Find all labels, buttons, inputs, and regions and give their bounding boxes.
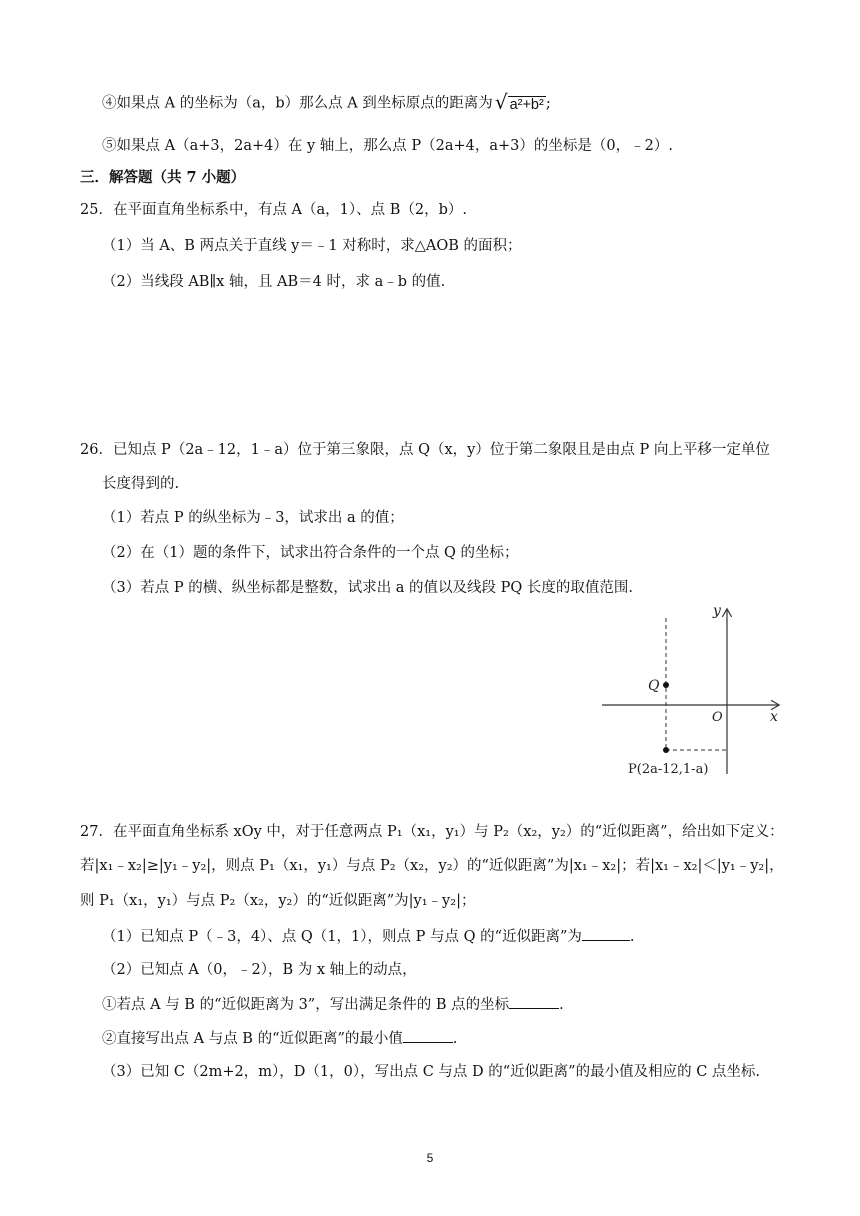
q27-stem-line-1: 27．在平面直角坐标系 xOy 中，对于任意两点 P₁（x₁，y₁）与 P₂（x₂，y₂）的“近似距离”，给出如下定义： [80,824,784,840]
section-title: 三．解答题（共 7 小题） [80,169,246,186]
answer-blank [403,1028,453,1043]
q27-part-1 [102,926,635,947]
q-label: Q [648,678,660,694]
point-q [663,682,669,688]
answer-blank [582,926,630,941]
q27-part-2b-end: . [452,1031,458,1047]
q27-part-2b-text: ②直接写出点 A 与点 B 的“近似距离”的最小值 [102,1031,403,1047]
y-axis-label: y [713,603,721,619]
q26-stem-line-1: 26．已知点 P（2a﹣12，1﹣a）位于第三象限，点 Q（x，y）位于第二象限且是由点 P 向上平移一定单位 [80,442,770,458]
q27-part-3: （3）已知 C（2m+2，m），D（1，0），写出点 C 与点 D 的“近似距离”的最小值及相应的 C 点坐标. [102,1064,761,1080]
statement-5: ⑤如果点 A（a+3，2a+4）在 y 轴上，那么点 P（2a+4，a+3）的坐标是（0，﹣2）. [102,138,673,154]
origin-label: O [712,710,723,725]
x-axis-label: x [770,709,778,725]
q27-part-2: （2）已知点 A（0，﹣2），B 为 x 轴上的动点， [102,962,417,978]
sqrt-expression [495,92,546,115]
q27-part-2b [102,1028,458,1049]
q26-stem-line-2: 长度得到的. [102,476,180,492]
q26-part-2: （2）在（1）题的条件下，试求出符合条件的一个点 Q 的坐标； [102,545,519,561]
statement-4-end: ; [545,95,551,112]
point-p [663,747,669,753]
q27-stem-line-2: 若|x₁﹣x₂|≥|y₁﹣y₂|，则点 P₁（x₁，y₁）与点 P₂（x₂，y₂）的“近似距离”为|x₁﹣x₂|；若|x₁﹣x₂|＜|y₁﹣y₂|， [80,858,784,874]
q25-part-2: （2）当线段 AB∥x 轴，且 AB＝4 时，求 a﹣b 的值. [102,274,446,290]
answer-blank [509,994,559,1009]
q27-part-1-end: . [629,929,635,945]
q25-part-1: （1）当 A、B 两点关于直线 y＝﹣1 对称时，求△AOB 的面积； [102,238,522,254]
q26-part-1: （1）若点 P 的纵坐标为﹣3，试求出 a 的值； [102,510,404,526]
q25-stem: 25．在平面直角坐标系中，有点 A（a，1）、点 B（2，b）. [80,202,468,218]
q27-part-2a [102,994,564,1015]
q27-stem-line-3: 则 P₁（x₁，y₁）与点 P₂（x₂，y₂）的“近似距离”为|y₁﹣y₂|； [80,893,476,909]
q26-part-3: （3）若点 P 的横、纵坐标都是整数，试求出 a 的值以及线段 PQ 长度的取值范围. [102,580,634,596]
q26-coordinate-figure [590,596,790,780]
p-label: P(2a-12,1-a) [628,762,709,777]
statement-4-text: ④如果点 A 的坐标为（a，b）那么点 A 到坐标原点的距离为 [102,95,493,112]
radicand: a²+b² [509,97,544,113]
page-number: 5 [426,1151,434,1165]
q27-part-2a-end: . [559,997,564,1013]
q27-part-1-text: （1）已知点 P（﹣3，4）、点 Q（1，1），则点 P 与点 Q 的“近似距离”为 [102,929,582,945]
q27-part-2a-text: ①若点 A 与 B 的“近似距离为 3”，写出满足条件的 B 点的坐标 [102,997,510,1013]
statement-4 [102,92,551,115]
radical-sign-icon: √ [494,90,508,114]
